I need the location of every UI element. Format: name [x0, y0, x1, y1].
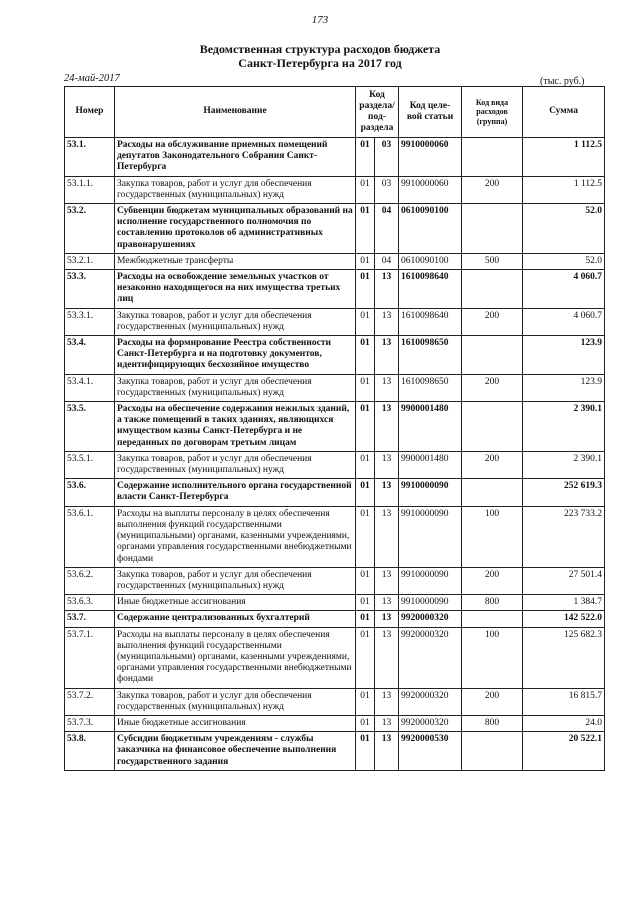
row-statya: 9920000320 [399, 715, 462, 731]
row-vid [462, 402, 523, 452]
title-line-1: Ведомственная структура расходов бюджета [199, 42, 441, 56]
table-row [65, 253, 605, 269]
table-row [65, 402, 605, 452]
row-podrazdel: 13 [375, 715, 399, 731]
row-sum: 252 619.3 [523, 479, 605, 506]
row-number: 53.6. [65, 479, 115, 506]
row-podrazdel: 13 [375, 308, 399, 335]
table-row [65, 611, 605, 627]
row-statya: 9910000090 [399, 506, 462, 567]
row-razdel: 01 [356, 176, 375, 203]
table-row [65, 627, 605, 688]
row-sum: 24.0 [523, 715, 605, 731]
row-razdel: 01 [356, 270, 375, 309]
row-name: Иные бюджетные ассигнования [115, 595, 356, 611]
header-name: Наименование [115, 87, 356, 138]
row-name: Расходы на выплаты персоналу в целях обеспечения выполнения функций государственными (муниципальными) органами, казенными учреждениями, органами управления государственными внебюджетными фондами [115, 627, 356, 688]
row-vid [462, 732, 523, 771]
row-podrazdel: 13 [375, 732, 399, 771]
row-razdel: 01 [356, 336, 375, 375]
row-name: Субсидии бюджетным учреждениям - службы заказчика на финансовое обеспечение выполнения государственного задания [115, 732, 356, 771]
row-razdel: 01 [356, 732, 375, 771]
table-row [65, 732, 605, 771]
row-vid: 200 [462, 451, 523, 478]
row-statya: 9920000320 [399, 611, 462, 627]
row-sum: 1 384.7 [523, 595, 605, 611]
row-sum: 20 522.1 [523, 732, 605, 771]
row-number: 53.8. [65, 732, 115, 771]
row-name: Расходы на обслуживание приемных помещений депутатов Законодательного Собрания Санкт-Петербурга [115, 138, 356, 177]
row-vid: 200 [462, 308, 523, 335]
table-row [65, 688, 605, 715]
row-name: Расходы на выплаты персоналу в целях обеспечения выполнения функций государственными (муниципальными) органами, казенными учреждениями, органами управления государственными внебюджетными фондами [115, 506, 356, 567]
row-sum: 52.0 [523, 204, 605, 254]
row-vid [462, 270, 523, 309]
row-statya: 9910000060 [399, 176, 462, 203]
row-statya: 1610098640 [399, 270, 462, 309]
row-razdel: 01 [356, 506, 375, 567]
document-date: 24-май-2017 [64, 73, 120, 84]
row-sum: 1 112.5 [523, 138, 605, 177]
table-row [65, 138, 605, 177]
row-name: Закупка товаров, работ и услуг для обеспечения государственных (муниципальных) нужд [115, 688, 356, 715]
table-row [65, 176, 605, 203]
row-vid: 200 [462, 688, 523, 715]
budget-table [64, 86, 605, 771]
row-sum: 52.0 [523, 253, 605, 269]
row-name: Закупка товаров, работ и услуг для обеспечения государственных (муниципальных) нужд [115, 567, 356, 594]
row-statya: 9920000320 [399, 627, 462, 688]
row-number: 53.7. [65, 611, 115, 627]
row-number: 53.6.2. [65, 567, 115, 594]
row-vid: 800 [462, 595, 523, 611]
header-row [65, 87, 605, 138]
row-vid: 100 [462, 506, 523, 567]
row-number: 53.5.1. [65, 451, 115, 478]
row-podrazdel: 03 [375, 176, 399, 203]
table-row [65, 270, 605, 309]
table-row [65, 567, 605, 594]
row-name: Закупка товаров, работ и услуг для обеспечения государственных (муниципальных) нужд [115, 451, 356, 478]
row-razdel: 01 [356, 308, 375, 335]
row-podrazdel: 13 [375, 595, 399, 611]
row-sum: 123.9 [523, 374, 605, 401]
table-row [65, 595, 605, 611]
row-podrazdel: 13 [375, 627, 399, 688]
row-podrazdel: 13 [375, 506, 399, 567]
row-number: 53.3. [65, 270, 115, 309]
row-number: 53.6.3. [65, 595, 115, 611]
row-statya: 0610090100 [399, 253, 462, 269]
row-number: 53.3.1. [65, 308, 115, 335]
header-razdel: Код раздела/ под- раздела [356, 87, 399, 138]
row-razdel: 01 [356, 374, 375, 401]
row-sum: 2 390.1 [523, 451, 605, 478]
row-razdel: 01 [356, 567, 375, 594]
row-vid: 800 [462, 715, 523, 731]
row-statya: 9920000530 [399, 732, 462, 771]
row-vid: 100 [462, 627, 523, 688]
row-number: 53.4. [65, 336, 115, 375]
row-statya: 9910000090 [399, 479, 462, 506]
row-podrazdel: 04 [375, 253, 399, 269]
row-razdel: 01 [356, 595, 375, 611]
title-line-2: Санкт-Петербурга на 2017 год [238, 56, 402, 70]
row-number: 53.6.1. [65, 506, 115, 567]
row-vid [462, 336, 523, 375]
row-vid [462, 479, 523, 506]
units-label: (тыс. руб.) [540, 76, 585, 87]
row-name: Субвенции бюджетам муниципальных образований на исполнение государственного полномочия по составлению протоколов об административных правонарушениях [115, 204, 356, 254]
row-podrazdel: 13 [375, 270, 399, 309]
row-statya: 1610098650 [399, 336, 462, 375]
row-sum: 125 682.3 [523, 627, 605, 688]
row-vid: 200 [462, 374, 523, 401]
row-razdel: 01 [356, 627, 375, 688]
row-podrazdel: 13 [375, 479, 399, 506]
row-podrazdel: 13 [375, 611, 399, 627]
header-summa: Сумма [523, 87, 605, 138]
row-podrazdel: 13 [375, 688, 399, 715]
row-statya: 9910000060 [399, 138, 462, 177]
row-razdel: 01 [356, 479, 375, 506]
row-sum: 2 390.1 [523, 402, 605, 452]
row-podrazdel: 04 [375, 204, 399, 254]
row-name: Закупка товаров, работ и услуг для обеспечения государственных (муниципальных) нужд [115, 176, 356, 203]
row-vid: 200 [462, 176, 523, 203]
row-podrazdel: 13 [375, 567, 399, 594]
row-podrazdel: 13 [375, 374, 399, 401]
row-podrazdel: 13 [375, 402, 399, 452]
row-vid [462, 138, 523, 177]
document-title [0, 42, 640, 70]
row-name: Закупка товаров, работ и услуг для обеспечения государственных (муниципальных) нужд [115, 308, 356, 335]
row-podrazdel: 13 [375, 451, 399, 478]
row-number: 53.5. [65, 402, 115, 452]
table-row [65, 479, 605, 506]
row-sum: 4 060.7 [523, 308, 605, 335]
row-name: Иные бюджетные ассигнования [115, 715, 356, 731]
row-name: Содержание централизованных бухгалтерий [115, 611, 356, 627]
row-name: Расходы на освобождение земельных участков от незаконно находящегося на них имущества третьих лиц [115, 270, 356, 309]
row-razdel: 01 [356, 138, 375, 177]
row-number: 53.7.1. [65, 627, 115, 688]
row-vid: 500 [462, 253, 523, 269]
row-name: Межбюджетные трансферты [115, 253, 356, 269]
row-statya: 9920000320 [399, 688, 462, 715]
row-podrazdel: 03 [375, 138, 399, 177]
row-razdel: 01 [356, 253, 375, 269]
row-razdel: 01 [356, 715, 375, 731]
table-row [65, 204, 605, 254]
header-statya: Код целе- вой статьи [399, 87, 462, 138]
row-number: 53.7.3. [65, 715, 115, 731]
row-razdel: 01 [356, 402, 375, 452]
row-vid [462, 611, 523, 627]
row-statya: 9910000090 [399, 567, 462, 594]
row-statya: 9910000090 [399, 595, 462, 611]
row-number: 53.7.2. [65, 688, 115, 715]
row-number: 53.2. [65, 204, 115, 254]
row-statya: 0610090100 [399, 204, 462, 254]
row-name: Расходы на обеспечение содержания нежилых зданий, а также помещений в таких зданиях, являющихся имуществом казны Санкт-Петербурга и не переданных по договорам третьим лицам [115, 402, 356, 452]
row-name: Закупка товаров, работ и услуг для обеспечения государственных (муниципальных) нужд [115, 374, 356, 401]
header-vid: Код вида расходов (группа) [462, 87, 523, 138]
row-sum: 123.9 [523, 336, 605, 375]
row-sum: 4 060.7 [523, 270, 605, 309]
row-statya: 1610098650 [399, 374, 462, 401]
row-sum: 1 112.5 [523, 176, 605, 203]
row-name: Расходы на формирование Реестра собственности Санкт-Петербурга и на подготовку документов, идентифицирующих бесхозяйное имущество [115, 336, 356, 375]
row-podrazdel: 13 [375, 336, 399, 375]
row-vid: 200 [462, 567, 523, 594]
table-row [65, 308, 605, 335]
row-vid [462, 204, 523, 254]
row-statya: 1610098640 [399, 308, 462, 335]
row-razdel: 01 [356, 688, 375, 715]
page-number: 173 [311, 14, 329, 26]
row-sum: 142 522.0 [523, 611, 605, 627]
table-row [65, 336, 605, 375]
row-number: 53.1.1. [65, 176, 115, 203]
row-number: 53.4.1. [65, 374, 115, 401]
header-number: Номер [65, 87, 115, 138]
row-number: 53.2.1. [65, 253, 115, 269]
row-razdel: 01 [356, 451, 375, 478]
row-number: 53.1. [65, 138, 115, 177]
row-sum: 223 733.2 [523, 506, 605, 567]
table-row [65, 374, 605, 401]
row-name: Содержание исполнительного органа государственной власти Санкт-Петербурга [115, 479, 356, 506]
row-razdel: 01 [356, 204, 375, 254]
table-row [65, 715, 605, 731]
row-statya: 9900001480 [399, 402, 462, 452]
table-row [65, 506, 605, 567]
row-statya: 9900001480 [399, 451, 462, 478]
row-sum: 27 501.4 [523, 567, 605, 594]
row-sum: 16 815.7 [523, 688, 605, 715]
table-row [65, 451, 605, 478]
row-razdel: 01 [356, 611, 375, 627]
